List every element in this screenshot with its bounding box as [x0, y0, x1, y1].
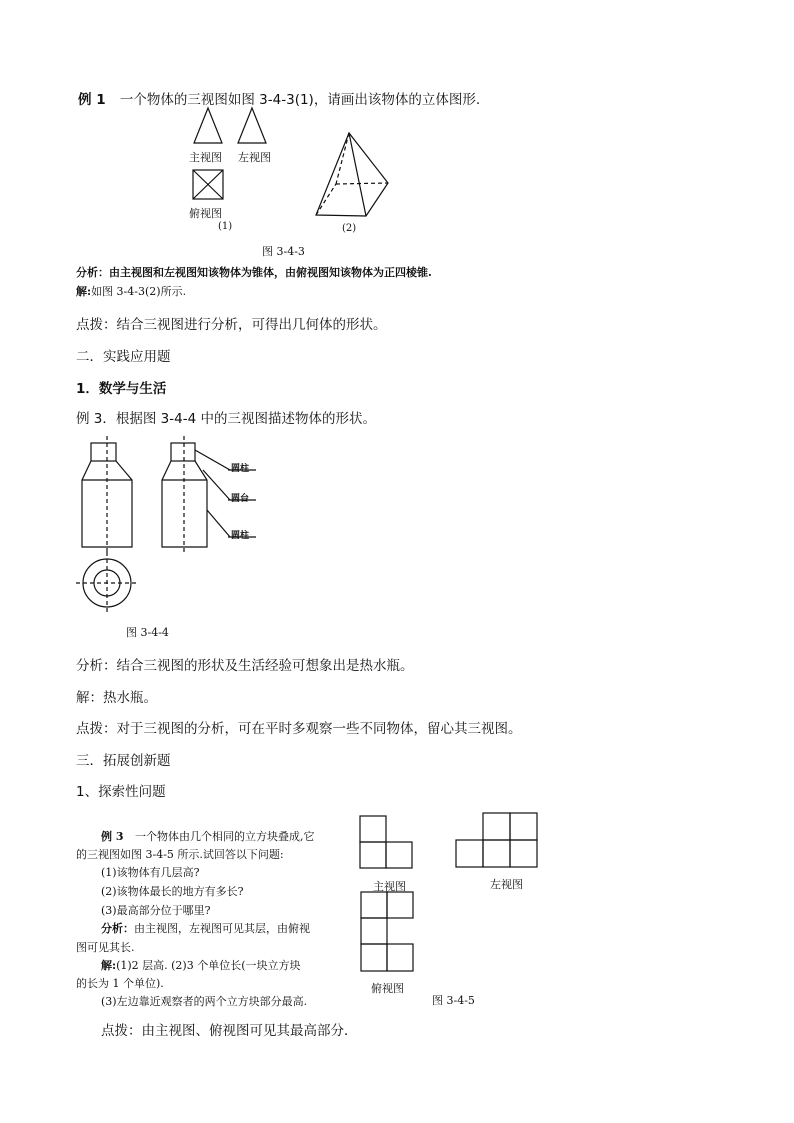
figure-3-4-3-caption: 图 3-4-3 — [262, 245, 305, 258]
front-view-label: 主视图 — [189, 151, 222, 164]
example-text: 一个物体的三视图如图 3-4-3(1)，请画出该物体的立体图形. — [119, 92, 481, 108]
example-1-analysis: 分析：由主视图和左视图知该物体为锥体，由俯视图知该物体为正四棱锥. — [76, 266, 432, 279]
example-3-tip: 点拨：对于三视图的分析，可在平时多观察一些不同物体，留心其三视图。 — [76, 721, 522, 737]
cube-top-view-label: 俯视图 — [371, 982, 404, 995]
section-3-subheading: 1、探索性问题 — [76, 784, 166, 800]
cube-tip: 点拨：由主视图、俯视图可见其最高部分． — [101, 1023, 358, 1039]
cube-question-3: (3)最高部分位于哪里? — [101, 904, 211, 917]
example-1-tip: 点拨：结合三视图进行分析，可得出几何体的形状。 — [76, 317, 387, 333]
figure-3-4-5-caption: 图 3-4-5 — [432, 994, 475, 1007]
cube-question-2: (2)该物体最长的地方有多长? — [101, 885, 244, 898]
example-1-solution: 解:如图 3-4-3(2)所示. — [76, 285, 187, 298]
cube-analysis-line2: 图可见其长. — [76, 941, 135, 954]
label-cylinder-top: 圆柱 — [231, 464, 250, 474]
left-view-label: 左视图 — [238, 151, 271, 164]
label-frustum: 圆台 — [231, 494, 250, 504]
cube-front-view-label: 主视图 — [373, 880, 406, 893]
cube-analysis-line1: 分析：由主视图，左视图可见其层，由俯视 — [101, 922, 310, 935]
cube-solution-line2: 的长为 1 个单位). — [76, 977, 164, 990]
cube-left-view-label: 左视图 — [490, 878, 523, 891]
example-3-analysis: 分析：结合三视图的形状及生活经验可想象出是热水瓶。 — [76, 658, 414, 674]
example-3-statement: 例 3．根据图 3-4-4 中的三视图描述物体的形状。 — [76, 411, 376, 427]
cube-example-line2: 的三视图如图 3-4-5 所示.试回答以下问题: — [76, 848, 284, 861]
example-label: 例 1 — [78, 92, 106, 108]
cube-question-1: (1)该物体有几层高? — [101, 866, 200, 879]
cube-example-line1: 例 3 一个物体由几个相同的立方块叠成,它 — [101, 830, 315, 843]
subfigure-1-label: (1) — [218, 221, 233, 232]
subfigure-2-label: (2) — [342, 223, 357, 234]
top-view-label: 俯视图 — [189, 207, 222, 220]
label-cylinder-bottom: 圆柱 — [231, 531, 250, 541]
section-3-heading: 三．拓展创新题 — [76, 753, 171, 769]
cube-solution-line1: 解:(1)2 层高. (2)3 个单位长(一块立方块 — [101, 959, 301, 972]
section-2-heading: 二．实践应用题 — [76, 349, 171, 365]
section-2-subheading: 1．数学与生活 — [76, 381, 167, 397]
figure-3-4-4-caption: 图 3-4-4 — [126, 626, 169, 639]
example-3-solution: 解：热水瓶。 — [76, 690, 157, 706]
cube-solution-line3: (3)左边靠近观察者的两个立方块部分最高. — [101, 995, 308, 1008]
